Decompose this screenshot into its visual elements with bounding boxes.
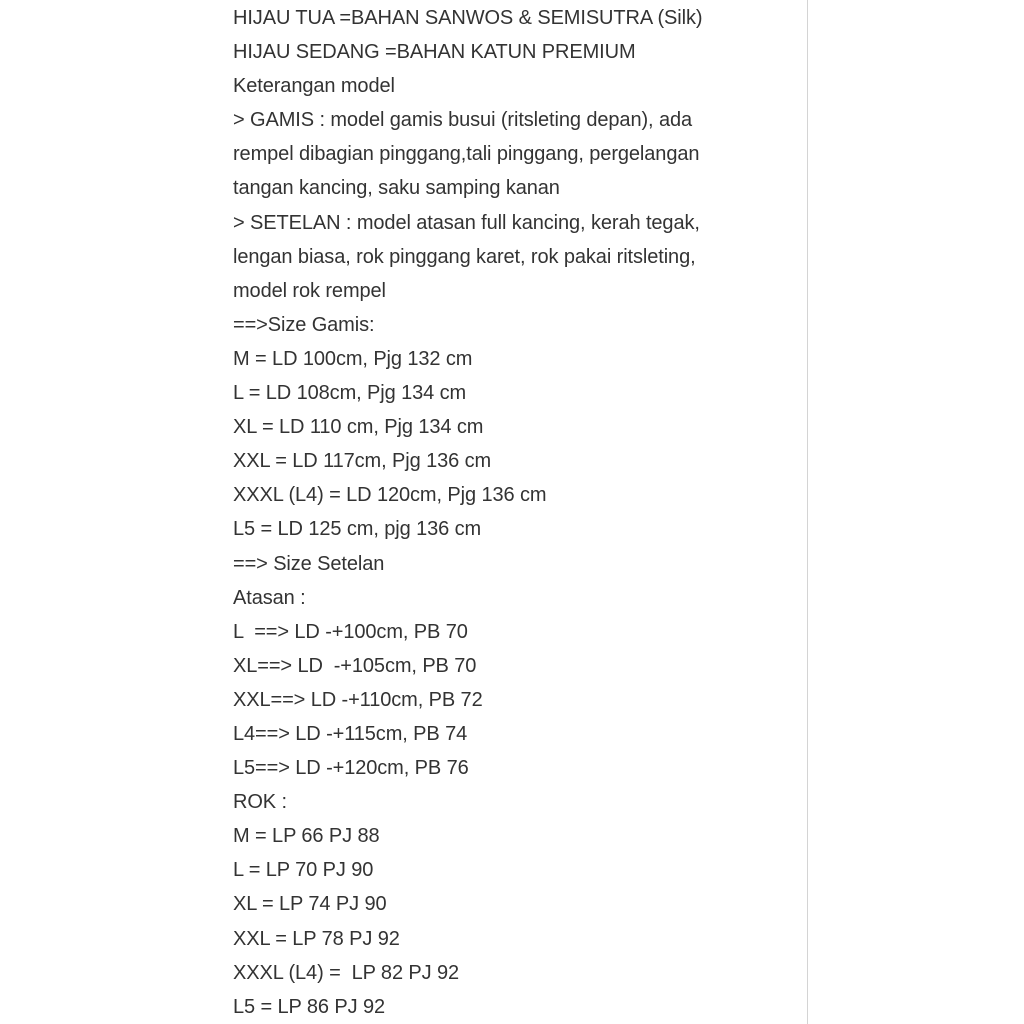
size-gamis-l5: L5 = LD 125 cm, pjg 136 cm [233,518,482,541]
description-line-gamis-cont-2: tangan kancing, saku samping kanan [233,177,560,200]
size-rok-xxl: XXL = LP 78 PJ 92 [233,927,400,950]
size-gamis-xxl: XXL = LD 117cm, Pjg 136 cm [233,450,492,473]
size-rok-xxxl: XXXL (L4) = LP 82 PJ 92 [233,961,460,984]
size-gamis-xxxl: XXXL (L4) = LD 120cm, Pjg 136 cm [233,484,547,507]
right-divider [807,0,808,1024]
size-atasan-heading: Atasan : [233,586,306,609]
description-line-setelan: > SETELAN : model atasan full kancing, kerah tegak, [233,211,700,234]
description-line-color-dark-green: HIJAU TUA =BAHAN SANWOS & SEMISUTRA (Silk) [233,7,703,29]
description-line-color-medium-green: HIJAU SEDANG =BAHAN KATUN PREMIUM [233,41,636,64]
size-gamis-l: L = LD 108cm, Pjg 134 cm [233,382,467,405]
size-atasan-xxl: XXL==> LD -+110cm, PB 72 [233,688,483,711]
description-line-setelan-cont-1: lengan biasa, rok pinggang karet, rok pakai ritsleting, [233,245,696,268]
size-rok-xl: XL = LP 74 PJ 90 [233,893,387,916]
size-atasan-l5: L5==> LD -+120cm, PB 76 [233,757,469,780]
size-gamis-xl: XL = LD 110 cm, Pjg 134 cm [233,416,484,439]
description-line-gamis: > GAMIS : model gamis busui (ritsleting depan), ada [233,109,693,132]
size-rok-l: L = LP 70 PJ 90 [233,859,374,882]
size-rok-l5: L5 = LP 86 PJ 92 [233,995,386,1018]
size-atasan-l: L ==> LD -+100cm, PB 70 [233,620,468,643]
size-rok-heading: ROK : [233,791,287,814]
description-heading-model: Keterangan model [233,75,395,98]
size-atasan-xl: XL==> LD -+105cm, PB 70 [233,654,477,677]
size-setelan-heading: ==> Size Setelan [233,552,385,575]
description-line-setelan-cont-2: model rok rempel [233,279,386,302]
size-rok-m: M = LP 66 PJ 88 [233,825,380,848]
size-gamis-heading: ==>Size Gamis: [233,313,375,336]
description-line-gamis-cont-1: rempel dibagian pinggang,tali pinggang, pergelangan [233,143,700,166]
size-gamis-m: M = LD 100cm, Pjg 132 cm [233,347,473,370]
product-description-text [233,1,793,1024]
size-atasan-l4: L4==> LD -+115cm, PB 74 [233,722,468,745]
